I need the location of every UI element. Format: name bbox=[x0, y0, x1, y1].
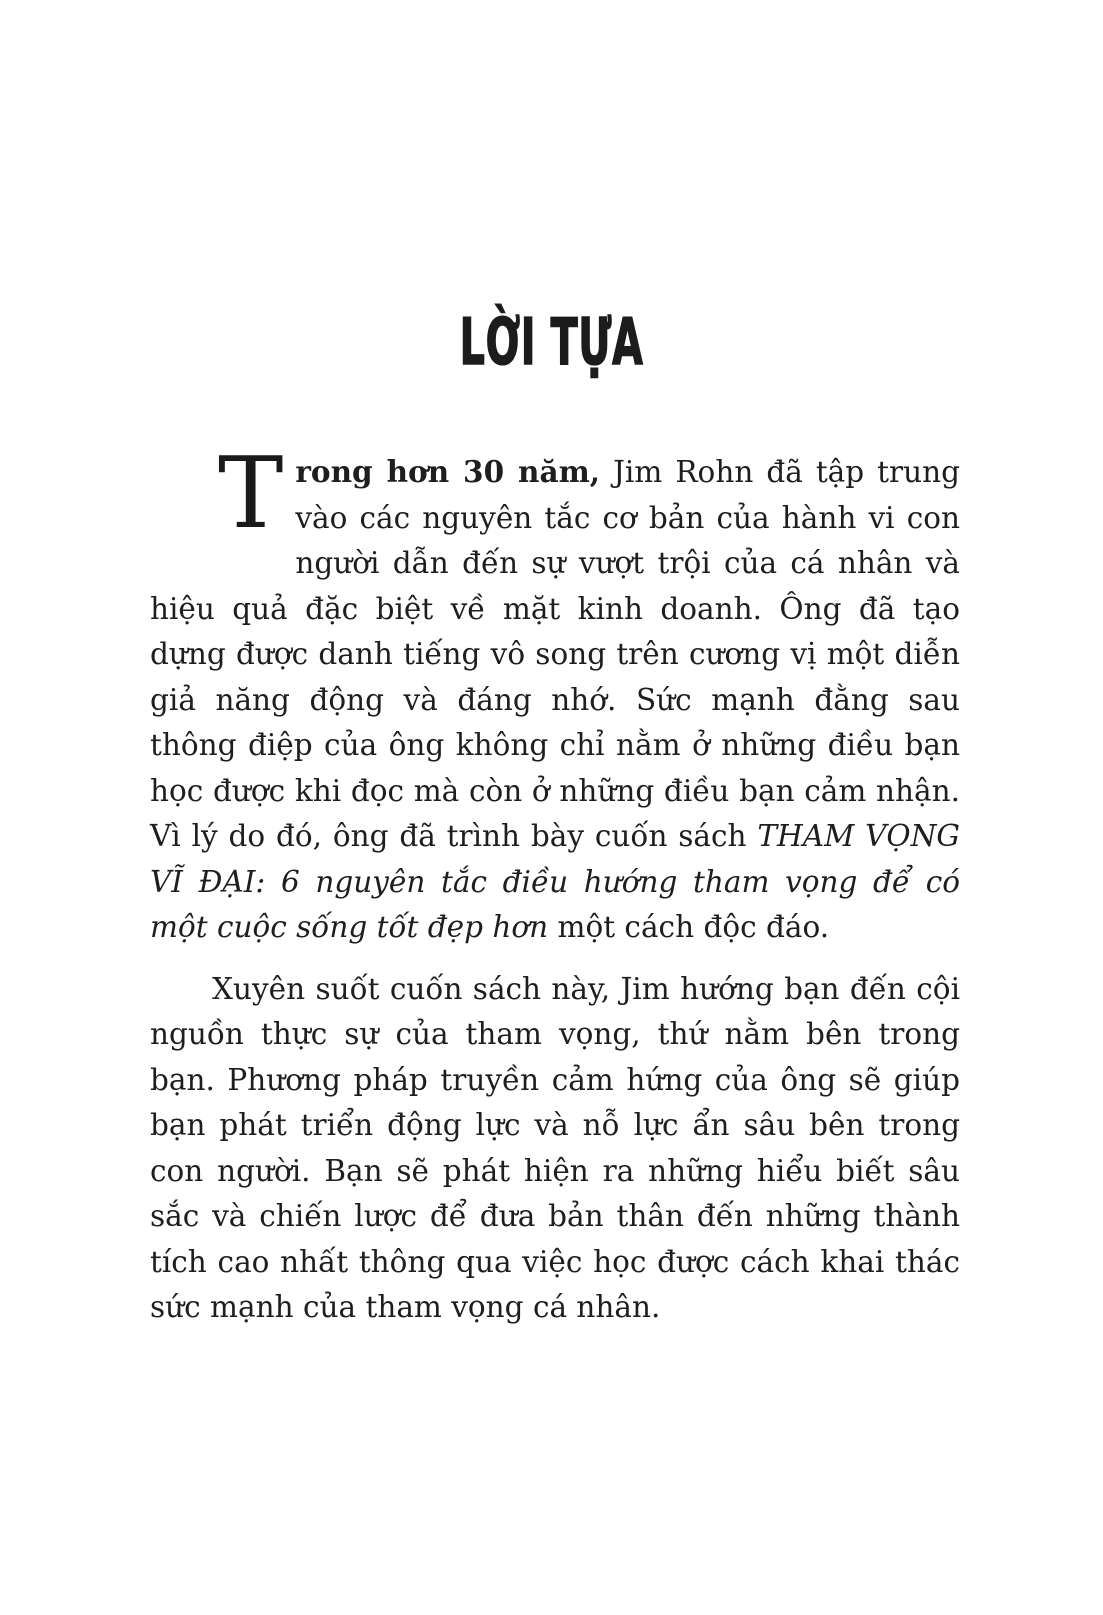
paragraph-1-body-before-title: Jim Rohn đã tập trung vào các nguyên tắc cơ bản của hành vi con người dẫn đến sự vượt trội của cá nhân và hiệu quả đặc biệt về mặt kinh doanh. Ông đã tạo dựng được danh tiếng vô song trên cương vị một diễn giả năng động và đáng nhớ. Sức mạnh đằng sau thông điệp của ông không chỉ nằm ở những điều bạn học được khi đọc mà còn ở những điều bạn cảm nhận. Vì lý do đó, ông đã trình bày cuốn sách bbox=[150, 455, 960, 853]
paragraph-1 bbox=[150, 437, 960, 951]
dropcap-letter: T bbox=[218, 437, 284, 551]
paragraph-2-text: Xuyên suốt cuốn sách này, Jim hướng bạn đến cội nguồn thực sự của tham vọng, thứ nằm bên trong bạn. Phương pháp truyền cảm hứng của ông sẽ giúp bạn phát triển động lực và nỗ lực ẩn sâu bên trong con người. Bạn sẽ phát hiện ra những hiểu biết sâu sắc và chiến lược để đưa bản thân đến những thành tích cao nhất thông qua việc học được cách khai thác sức mạnh của tham vọng cá nhân. bbox=[150, 971, 960, 1324]
book-title-italic: THAM VỌNG VĨ ĐẠI: 6 nguyên tắc điều hướng tham vọng để có một cuộc sống tốt đẹp hơn bbox=[150, 819, 960, 944]
paragraph-2 bbox=[150, 967, 960, 1331]
paragraph-1-body-after-title: một cách độc đáo. bbox=[548, 910, 830, 944]
paragraph-1-bold-lead: rong hơn 30 năm, bbox=[295, 454, 601, 489]
page-title: LỜI TỰA bbox=[459, 305, 644, 380]
body-text-block bbox=[150, 437, 960, 1331]
